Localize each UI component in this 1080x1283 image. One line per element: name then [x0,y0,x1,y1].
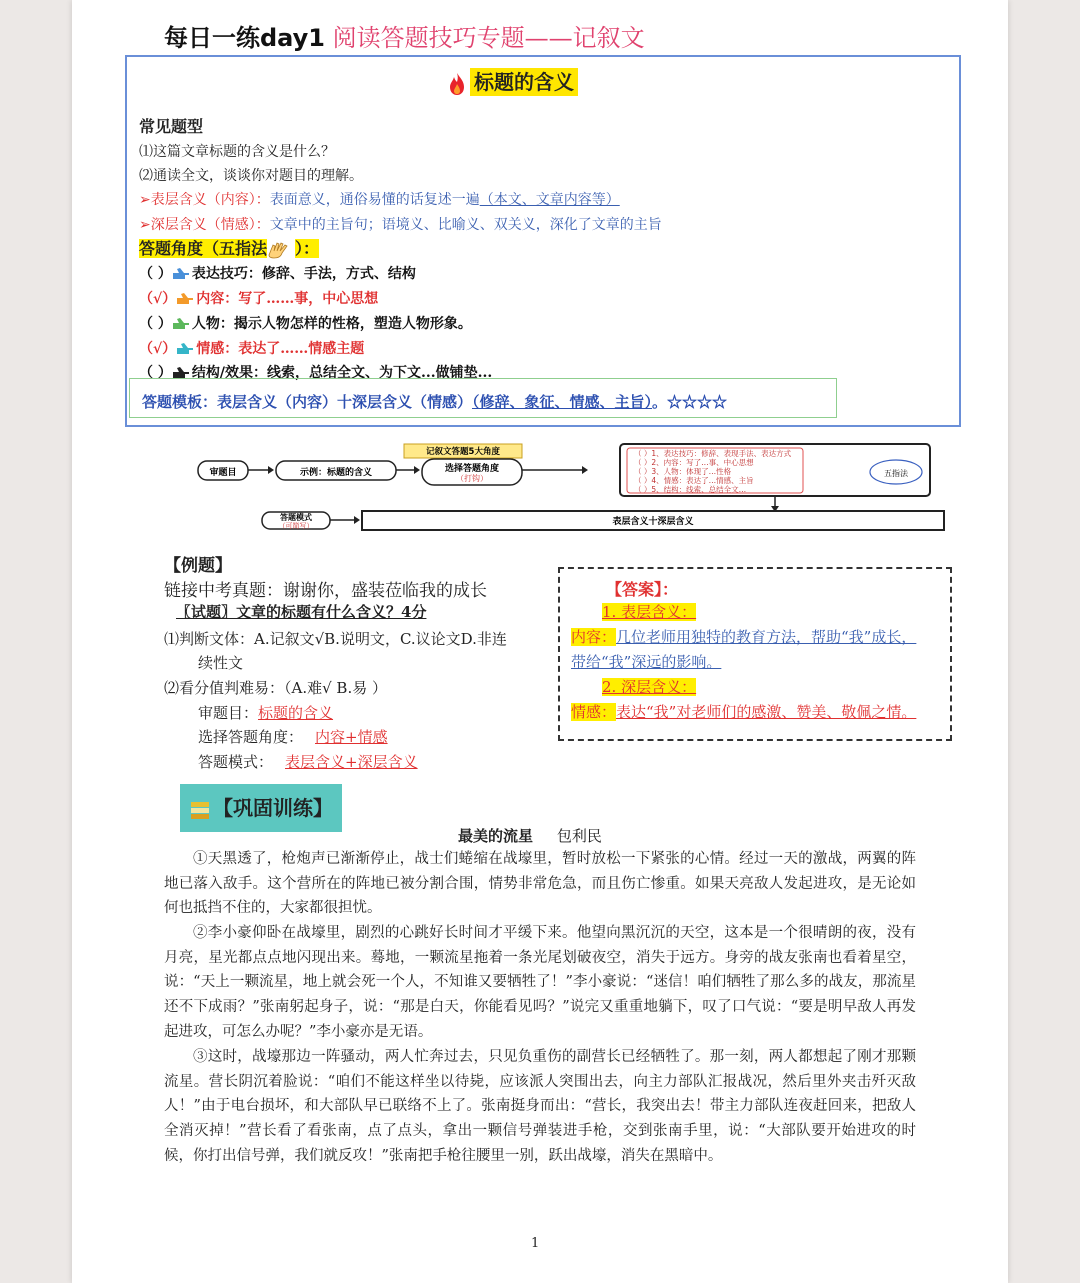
step-review-label: 审题目 [209,468,237,478]
answer-2-text: 表达“我”对老师们的感激、赞美、敬佩之情。 [616,703,917,721]
template-end: 。☆☆☆☆ [652,393,728,411]
section-heading [448,66,578,96]
angle-text: 结构/效果：线索，总结全文、为下文...做铺垫... [191,365,493,381]
review-label: 审题目： [198,704,259,722]
deep-meaning-line [139,214,662,234]
mode-sub: （可简写） [278,522,314,530]
result-label: 表层含义十深层含义 [612,517,694,527]
surface-label: ➢表层含义（内容）： [139,192,270,208]
surface-meaning-line [139,189,620,209]
angle-text: 表达技巧：修辞、手法，方式、结构 [191,266,416,282]
passage-author: 包利民 [556,827,602,845]
example-mode-line [198,751,422,772]
answer-angle-line [139,236,319,259]
deep-text: 文章中的主旨句；语境义、比喻义、双关义，深化了文章的主旨 [269,217,662,233]
step-example-label: 示例：标题的含义 [299,468,373,478]
document-page [72,0,1008,1283]
mode-value: 表层含义+深层含义 [285,753,418,771]
option-item: （ ）3、人物：体现了…性格 [634,467,732,476]
example-link: 链接中考真题：谢谢你，盛装莅临我的成长 [164,581,487,601]
angle-mark: （ ） [139,365,172,381]
answer-2-label: 2. 深层含义： [602,678,697,696]
deep-label: ➢深层含义（情感）： [139,217,270,233]
title-part2: 阅读答题技巧专题——记叙文 [332,24,645,52]
page-title [164,18,645,53]
passage-paragraph: ③这时，战壕那边一阵骚动，两人忙奔过去，只见负重伤的副营长已经牺牲了。那一刻，两人都想起了刚才那颗流星。营长阴沉着脸说：“咱们不能这样坐以待毙，应该派人突围出去，向主力部队汇报战况，然后里外夹击歼灭敌人！”由于电台损坏，和大部队早已联络不上了。张南挺身而出：“营长，我突出去！带主力部队连夜赶回来，把敌人全消灭掉！”营长看了看张南，点了点头，拿出一颗信号弹装进手枪，交到张南手里，说：“大部队要开始进攻的时候，你打出信号弹，我们就反攻！”张南把手枪往腰里一别，跃出战壕，消失在黑暗中。 [164,1049,916,1164]
answer-angle-label: 答题角度（五指法 [139,239,268,258]
consolidation-label [180,784,342,832]
angle-item [139,313,472,333]
angle-label: 选择答题角度： [198,728,304,746]
example-step1: ⑴判断文体：A.记叙文√B.说明文，C.议论文D.非连 [164,630,507,648]
pointing-hand-icon [172,317,190,331]
example-angle-line [198,726,412,747]
answer-1-text: 几位老师用独特的教育方法，帮助“我”成长， [616,628,917,646]
step-select-label: 选择答题角度 [444,464,500,474]
angle-item [139,263,416,283]
example-step2: ⑵看分值判难易：（A.难√ B.易 ） [164,679,387,697]
surface-paren: （本文、文章内容等） [479,192,620,208]
example-heading: 【例题】 [164,556,232,576]
answer-angle-end: ）： [295,239,320,258]
angle-mark: （√） [139,291,177,307]
option-item: （ ）1、表达技巧：修辞、表现手法、表达方式 [634,449,792,458]
answer-2-content-label: 情感： [571,703,617,721]
step-select-sub: （打钩） [456,474,488,483]
review-value: 标题的含义 [258,704,334,722]
template-text: 答题模板：表层含义（内容）十深层含义（情感） [142,393,473,411]
answer-1-title [602,601,696,622]
option-item: （ ）5、结构：线索、总结全文… [634,485,747,494]
pointing-hand-icon [172,267,190,281]
angle-item [139,338,364,358]
passage-title-line [458,825,602,846]
answer-2-title [602,676,696,697]
answer-1-text-cont: 带给“我”深远的影响。 [571,653,722,671]
option-item: （ ）4、情感：表达了…情感、主旨 [634,476,754,485]
answer-heading: 【答案】： [606,580,679,599]
pointing-hand-icon [176,292,194,306]
angle-tag-label: 记叙文答题5大角度 [426,447,500,457]
consolidation-text: 【巩固训练】 [213,796,333,820]
angle-mark: （ ） [139,266,172,282]
books-icon [189,800,211,820]
angle-value: 内容+情感 [315,728,388,746]
angle-mark: （ ） [139,316,172,332]
passage-paragraph: ①天黑透了，枪炮声已渐渐停止，战士们蜷缩在战壕里，暂时放松一下紧张的心情。经过一天的激战，两翼的阵地已落入敌手。这个营所在的阵地已被分割合围，情势非常危急，而且伤亡惨重。如果天亮敌人发起进攻，是无论如何也抵挡不住的，大家都很担忧。 [164,851,916,917]
example-step1b: 续性文 [198,654,244,672]
example-question: 〖试题〗文章的标题有什么含义？4分 [176,603,427,621]
answer-1-content [571,626,916,647]
option-item: （ ）2、内容：写了…事、中心思想 [634,458,754,467]
hand-icon [267,241,293,259]
flow-diagram [182,440,908,535]
fire-icon [448,72,466,96]
answer-1-label: 1. 表层含义： [602,603,697,621]
angle-text: 人物：揭示人物怎样的性格，塑造人物形象。 [191,316,472,332]
angle-item [139,288,378,308]
title-part1: 每日一练day1 [164,24,325,52]
five-finger-label: 五指法 [884,469,908,478]
answer-1-content-label: 内容： [571,628,617,646]
template-underlined: （修辞、象征、情感、主旨） [472,393,653,411]
example-review-line [198,702,333,723]
angle-mark: （√） [139,341,177,357]
angle-text: 内容：写了……事，中心思想 [196,291,379,307]
page-number: 1 [531,1236,540,1251]
passage-title: 最美的流星 [458,827,534,845]
answer-template [142,391,727,412]
question-2: ⑵通读全文，谈谈你对题目的理解。 [139,168,363,184]
mode-label: 答题模式 [280,513,312,522]
section-heading-text: 标题的含义 [470,68,578,96]
common-types-label: 常见题型 [139,117,204,136]
question-1: ⑴这篇文章标题的含义是什么？ [139,144,335,160]
surface-text: 表面意义，通俗易懂的话复述一遍 [269,192,480,208]
angle-text: 情感：表达了……情感主题 [196,341,365,357]
pointing-hand-icon [176,342,194,356]
mode-label-text: 答题模式： [198,753,274,771]
answer-2-content [571,701,916,722]
passage-paragraph: ②李小豪仰卧在战壕里，剧烈的心跳好长时间才平缓下来。他望向黑沉沉的天空，这本是一个很晴朗的夜，没有月亮，星光都点点地闪现出来。蓦地，一颗流星拖着一条光尾划破夜空，消失于远方。身旁的战友张南也看着星空，说：“天上一颗流星，地上就会死一个人，不知谁又要牺牲了！”李小豪说：“迷信！咱们牺牲了那么多的战友，那流星还不下成雨？”张南躬起身子，说：“那是白天，你能看见吗？”说完又重重地躺下，叹了口气说：“要是明早敌人再发起进攻，可怎么办呢？”李小豪亦是无语。 [164,925,916,1040]
